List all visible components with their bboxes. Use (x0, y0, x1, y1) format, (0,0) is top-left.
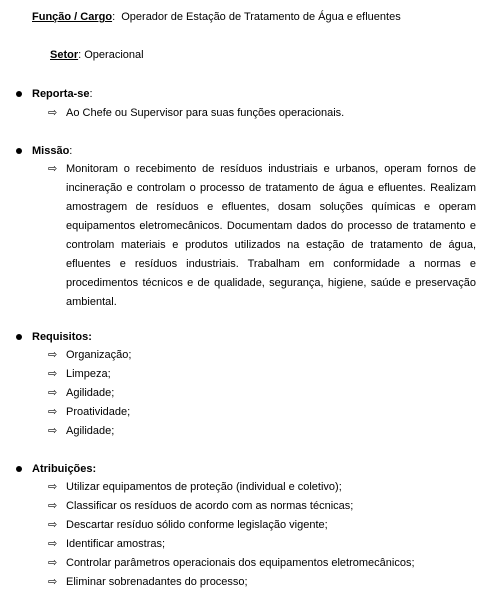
list-item: Controlar parâmetros operacionais dos equipamentos eletromecânicos; (66, 557, 415, 569)
bullet-icon (16, 91, 22, 97)
list-item: Classificar os resíduos de acordo com as normas técnicas; (66, 500, 354, 512)
setor-label: Setor (50, 49, 79, 61)
list-item: Proatividade; (66, 406, 131, 418)
arrow-right-icon: ⇨ (48, 481, 58, 493)
arrow-right-icon: ⇨ (48, 519, 58, 531)
arrow-right-icon: ⇨ (48, 163, 58, 175)
arrow-right-icon: ⇨ (48, 406, 58, 418)
reporta-heading: Reporta-se: (32, 88, 93, 100)
funcao-line: Função / Cargo: Operador de Estação de Tratamento de Água e efluentes (32, 11, 401, 23)
arrow-right-icon: ⇨ (48, 538, 58, 550)
list-item: Eliminar sobrenadantes do processo; (66, 576, 248, 588)
arrow-right-icon: ⇨ (48, 557, 58, 569)
bullet-icon (16, 148, 22, 154)
arrow-right-icon: ⇨ (48, 425, 58, 437)
arrow-right-icon: ⇨ (48, 387, 58, 399)
funcao-value: Operador de Estação de Tratamento de Água e efluentes (121, 11, 401, 23)
bullet-icon (16, 466, 22, 472)
list-item: Identificar amostras; (66, 538, 166, 550)
funcao-label: Função / Cargo (32, 11, 113, 23)
arrow-right-icon: ⇨ (48, 368, 58, 380)
arrow-right-icon: ⇨ (48, 500, 58, 512)
requisitos-heading (32, 328, 92, 347)
list-item: Limpeza; (66, 368, 111, 380)
arrow-right-icon: ⇨ (48, 576, 58, 588)
setor-line: Setor: Operacional (50, 49, 144, 61)
missao-title: Missão (32, 145, 70, 157)
atribuicoes-title: Atribuições: (32, 463, 97, 475)
missao-heading: Missão: (32, 145, 73, 157)
atribuicoes-heading (32, 460, 96, 479)
requisitos-title: Requisitos: (32, 331, 92, 343)
list-item: Agilidade; (66, 425, 115, 437)
list-item: Descartar resíduo sólido conforme legislação vigente; (66, 519, 328, 531)
setor-value: Operacional (84, 49, 144, 61)
list-item: Utilizar equipamentos de proteção (individual e coletivo); (66, 481, 342, 493)
arrow-right-icon: ⇨ (48, 107, 58, 119)
list-item: Agilidade; (66, 387, 115, 399)
arrow-right-icon: ⇨ (48, 349, 58, 361)
reporta-item: Ao Chefe ou Supervisor para suas funções operacionais. (66, 107, 345, 119)
list-item: Organização; (66, 349, 132, 361)
bullet-icon (16, 334, 22, 340)
missao-text: Monitoram o recebimento de resíduos industriais e urbanos, operam fornos de incineração e controlam o processo de tratamento de água e efluentes. Realizam amostragem de resíduos e efluentes, dosam soluções químicas e operam equipamentos eletromecânicos. Documentam dados do processo de tratamento e controlam materiais e produtos utilizados na estação de tratamento de água, efluentes e resíduos industriais. Trabalham em conformidade a normas e procedimentos técnicos e de qualidade, segurança, higiene, saúde e preservação ambiental. (66, 163, 476, 308)
reporta-title: Reporta-se (32, 88, 90, 100)
